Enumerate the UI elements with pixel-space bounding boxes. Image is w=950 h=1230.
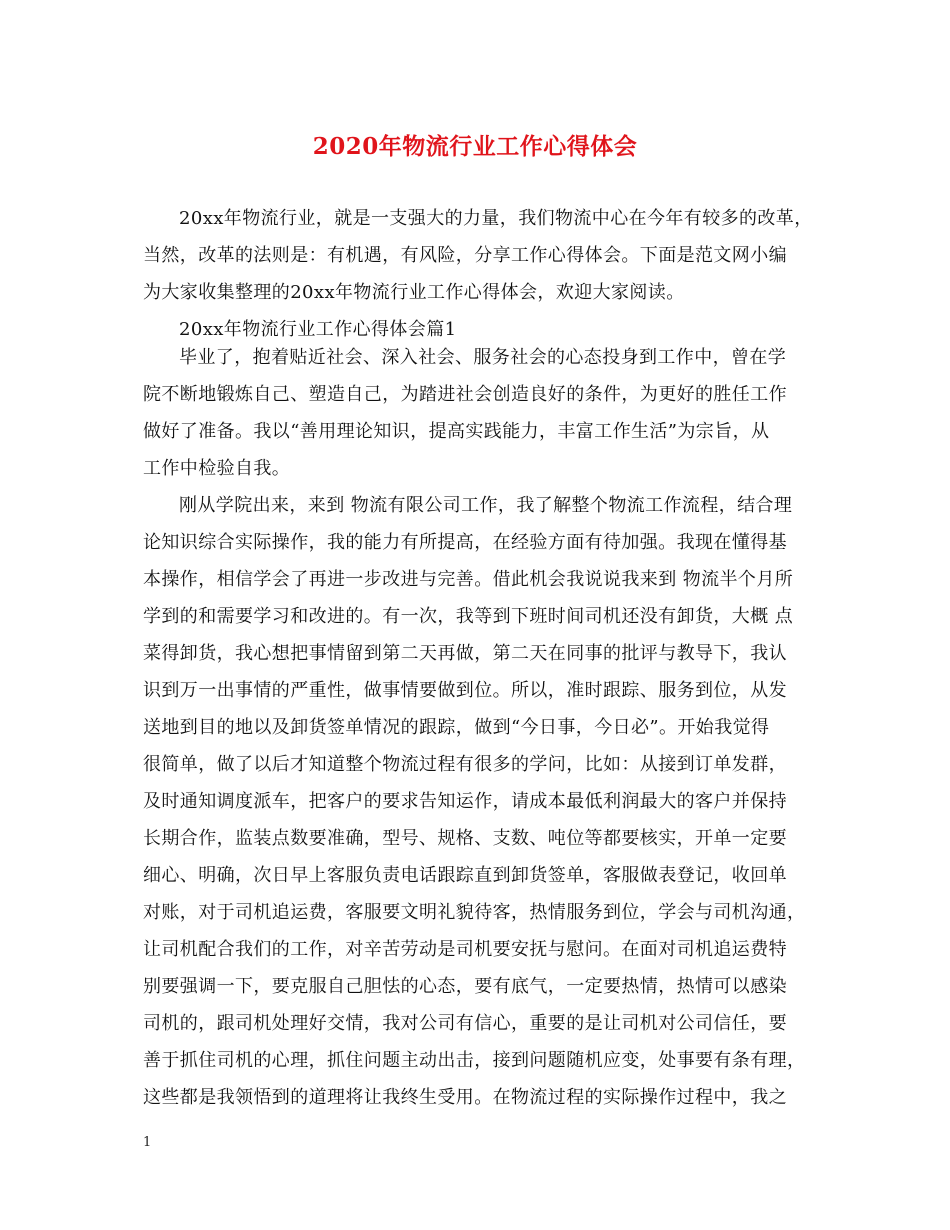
body-line: 长期合作，监装点数要准确，型号、规格、支数、吨位等都要核实，开单一定要: [143, 828, 787, 849]
body-line: 20xx年物流行业，就是一支强大的力量，我们物流中心在今年有较多的改革，: [179, 208, 813, 229]
body-line: 别要强调一下，要克服自己胆怯的心态，要有底气，一定要热情，热情可以感染: [143, 976, 787, 997]
body-line: 及时通知调度派车，把客户的要求告知运作，请成本最低利润最大的客户并保持: [143, 791, 787, 812]
body-line: 司机的，跟司机处理好交情，我对公司有信心，重要的是让司机对公司信任，要: [143, 1013, 787, 1034]
body-line: 本操作，相信学会了再进一步改进与完善。借此机会我说说我来到 物流半个月所: [143, 569, 794, 590]
body-line: 学到的和需要学习和改进的。有一次，我等到下班时间司机还没有卸货，大概 点: [143, 606, 794, 627]
body-line: 善于抓住司机的心理，抓住问题主动出击，接到问题随机应变，处事要有条有理，: [143, 1050, 806, 1071]
body-line: 刚从学院出来，来到 物流有限公司工作，我了解整个物流工作流程，结合理: [179, 495, 793, 516]
body-line: 院不断地锻炼自己、塑造自己，为踏进社会创造良好的条件，为更好的胜任工作: [143, 384, 787, 405]
body-line: 做好了准备。我以“善用理论知识，提高实践能力，丰富工作生活”为宗旨，从: [143, 421, 770, 442]
body-line: 工作中检验自我。: [143, 458, 291, 479]
body-line: 菜得卸货，我心想把事情留到第二天再做，第二天在同事的批评与教导下，我认: [143, 643, 787, 664]
body-line: 为大家收集整理的20xx年物流行业工作心得体会，欢迎大家阅读。: [143, 282, 685, 303]
body-line: 当然，改革的法则是：有机遇，有风险，分享工作心得体会。下面是范文网小编: [143, 245, 787, 266]
body-line: 对账，对于司机追运费，客服要文明礼貌待客，热情服务到位，学会与司机沟通，: [143, 902, 806, 923]
body-line: 论知识综合实际操作，我的能力有所提高，在经验方面有待加强。我现在懂得基: [143, 532, 787, 553]
body-line: 毕业了，抱着贴近社会、深入社会、服务社会的心态投身到工作中，曾在学: [179, 347, 787, 368]
page-number: 1: [143, 1135, 152, 1150]
section-heading: 20xx年物流行业工作心得体会篇1: [179, 319, 457, 340]
body-line: 很简单，做了以后才知道整个物流过程有很多的学问，比如：从接到订单发群，: [143, 754, 787, 775]
body-line: 细心、明确，次日早上客服负责电话跟踪直到卸货签单，客服做表登记，收回单: [143, 865, 787, 886]
body-line: 这些都是我领悟到的道理将让我终生受用。在物流过程的实际操作过程中，我之: [143, 1087, 787, 1108]
document-title: 2020年物流行业工作心得体会: [312, 133, 638, 160]
body-line: 让司机配合我们的工作，对辛苦劳动是司机要安抚与慰问。在面对司机追运费特: [143, 939, 787, 960]
body-line: 送地到目的地以及卸货签单情况的跟踪，做到“今日事，今日必”。开始我觉得: [143, 717, 770, 738]
body-line: 识到万一出事情的严重性，做事情要做到位。所以，准时跟踪、服务到位，从发: [143, 680, 787, 701]
